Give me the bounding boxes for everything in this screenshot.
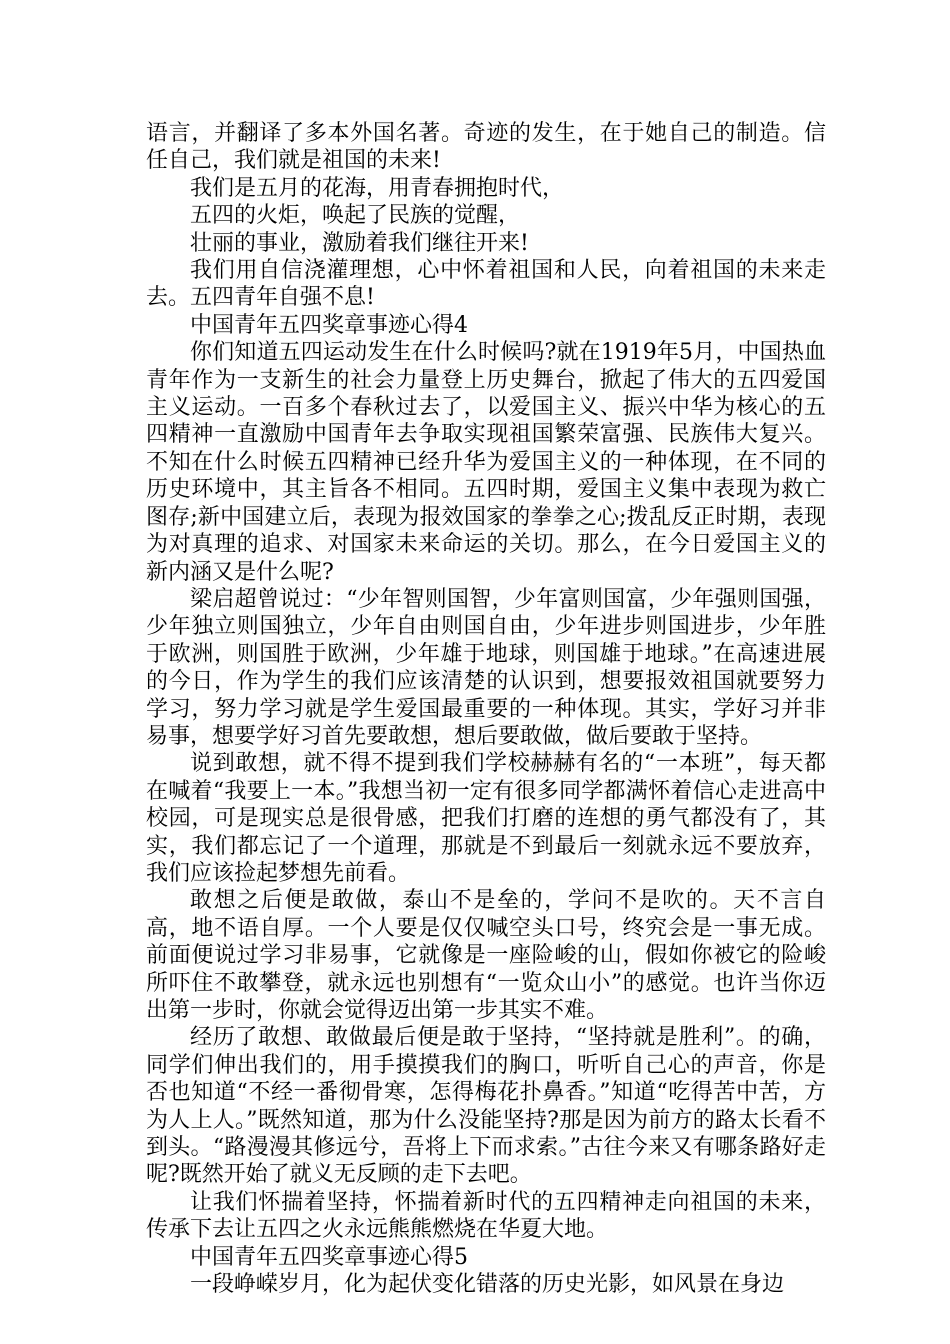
- paragraph-5: 说到敢想，就不得不提到我们学校赫赫有名的“一本班”，每天都在喊着“我要上一本。”我想当初一定有很多同学都满怀着信心走进高中校园，可是现实总是很骨感，把我们打磨的连想的勇气都没有了，其实，我们都忘记了一个道理，那就是不到最后一刻就永远不要放弃，我们应该捡起梦想先前看。: [146, 751, 826, 886]
- poem-line-1: 我们是五月的花海，用青春拥抱时代，: [190, 175, 565, 201]
- document-page: [146, 120, 826, 1298]
- paragraph-6: 敢想之后便是敢做，泰山不是垒的，学问不是吹的。天不言自高，地不语自厚。一个人要是仅仅喊空头口号，终究会是一事无成。前面便说过学习非易事，它就像是一座险峻的山，假如你被它的险峻所吓住不敢攀登，就永远也别想有“一览众山小”的感觉。也许当你迈出第一步时，你就会觉得迈出第一步其实不难。: [146, 888, 826, 1023]
- paragraph-1: 语言，并翻译了多本外国名著。奇迹的发生，在于她自己的制造。信任自己，我们就是祖国的未来!: [146, 121, 826, 174]
- paragraph-4: 梁启超曾说过：“少年智则国智，少年富则国富，少年强则国强，少年独立则国独立，少年自由则国自由，少年进步则国进步，少年胜于欧洲，则国胜于欧洲，少年雄于地球，则国雄于地球。”在高速进展的今日，作为学生的我们应该清楚的认识到，想要报效祖国就要努力学习，努力学习就是学生爱国最重要的一种体现。其实，学好习并非易事，想要学好习首先要敢想，想后要敢做，做后要敢于坚持。: [146, 586, 826, 749]
- paragraph-8: 让我们怀揣着坚持，怀揣着新时代的五四精神走向祖国的未来，传承下去让五四之火永远熊熊燃烧在华夏大地。: [146, 1189, 826, 1243]
- section-heading-5: 中国青年五四奖章事迹心得5: [190, 1244, 468, 1270]
- paragraph-7: 经历了敢想、敢做最后便是敢于坚持，“坚持就是胜利”。的确，同学们伸出我们的，用手摸摸我们的胸口，听听自己心的声音，你是否也知道“不经一番彻骨寒，怎得梅花扑鼻香。”知道“吃得苦中苦，方为人上人。”既然知道，那为什么没能坚持?那是因为前方的路太长看不到头。“路漫漫其修远兮，吾将上下而求索。”古往今来又有哪条路好走呢?既然开始了就义无反顾的走下去吧。: [146, 1025, 826, 1188]
- poem-line-2: 五四的火炬，唤起了民族的觉醒，: [190, 203, 521, 229]
- section-heading-4: 中国青年五四奖章事迹心得4: [190, 312, 468, 338]
- paragraph-3: 你们知道五四运动发生在什么时候吗?就在1919年5月，中国热血青年作为一支新生的社会力量登上历史舞台，掀起了伟大的五四爱国主义运动。一百多个春秋过去了，以爱国主义、振兴中华为核心的五四精神一直激励中国青年去争取实现祖国繁荣富强、民族伟大复兴。不知在什么时候五四精神已经升华为爱国主义的一种体现，在不同的历史环境中，其主旨各不相同。五四时期，爱国主义集中表现为救亡图存;新中国建立后，表现为报效国家的拳拳之心;拨乱反正时期，表现为对真理的追求、对国家未来命运的关切。那么，在今日爱国主义的新内涵又是什么呢?: [146, 340, 826, 585]
- paragraph-9: 一段峥嵘岁月，化为起伏变化错落的历史光影，如风景在身边: [190, 1272, 785, 1298]
- poem-line-3: 壮丽的事业，激励着我们继往开来!: [190, 230, 529, 256]
- paragraph-2: 我们用自信浇灌理想，心中怀着祖国和人民，向着祖国的未来走去。五四青年自强不息!: [146, 258, 826, 311]
